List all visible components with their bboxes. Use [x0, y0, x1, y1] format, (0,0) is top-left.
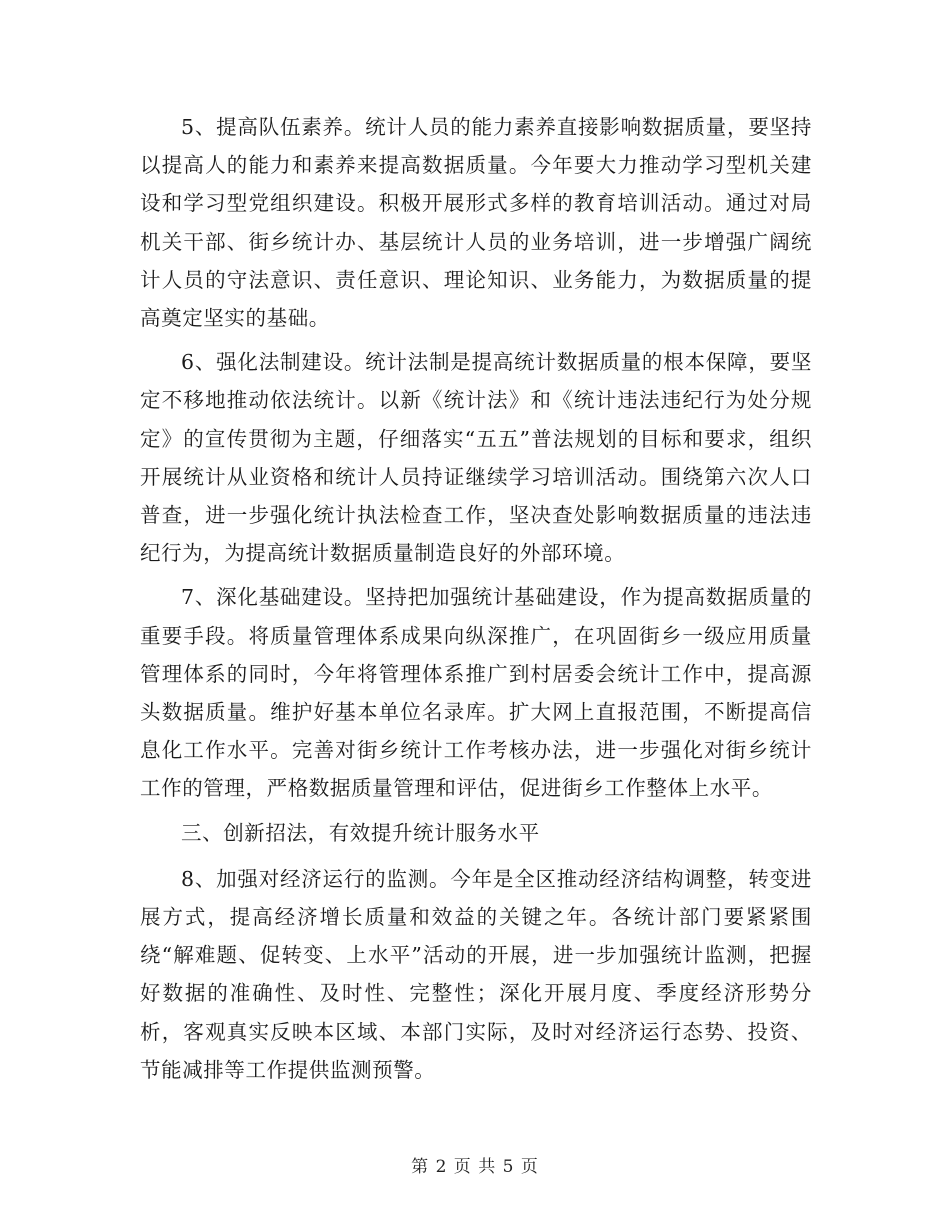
paragraph-item-7: 7、深化基础建设。坚持把加强统计基础建设，作为提高数据质量的重要手段。将质量管理体系成果向纵深推广，在巩固街乡一级应用质量管理体系的同时，今年将管理体系推广到村居委会统计工作中，提高源头数据质量。维护好基本单位名录库。扩大网上直报范围，不断提高信息化工作水平。完善对街乡统计工作考核办法，进一步强化对街乡统计工作的管理，严格数据质量管理和评估，促进街乡工作整体上水平。: [140, 585, 812, 801]
section-heading-3: 三、创新招法，有效提升统计服务水平: [181, 820, 540, 845]
paragraph-item-6: 6、强化法制建设。统计法制是提高统计数据质量的根本保障，要坚定不移地推动依法统计。以新《统计法》和《统计违法违纪行为处分规定》的宣传贯彻为主题，仔细落实“五五”普法规划的目标和要求，组织开展统计从业资格和统计人员持证继续学习培训活动。围绕第六次人口普查，进一步强化统计执法检查工作，坚决查处影响数据质量的违法违纪行为，为提高统计数据质量制造良好的外部环境。: [140, 350, 812, 566]
document-body: [140, 108, 812, 1095]
paragraph-item-5: 5、提高队伍素养。统计人员的能力素养直接影响数据质量，要坚持以提高人的能力和素养来提高数据质量。今年要大力推动学习型机关建设和学习型党组织建设。积极开展形式多样的教育培训活动。通过对局机关干部、街乡统计办、基层统计人员的业务培训，进一步增强广阔统计人员的守法意识、责任意识、理论知识、业务能力，为数据质量的提高奠定坚实的基础。: [140, 115, 812, 331]
page-number-footer: 第 2 页 共 5 页: [411, 1157, 539, 1177]
paragraph-item-8: 8、加强对经济运行的监测。今年是全区推动经济结构调整，转变进展方式，提高经济增长质量和效益的关键之年。各统计部门要紧紧围绕“解难题、促转变、上水平”活动的开展，进一步加强统计监测，把握好数据的准确性、及时性、完整性；深化开展月度、季度经济形势分析，客观真实反映本区域、本部门实际，及时对经济运行态势、投资、节能减排等工作提供监测预警。: [140, 866, 812, 1082]
